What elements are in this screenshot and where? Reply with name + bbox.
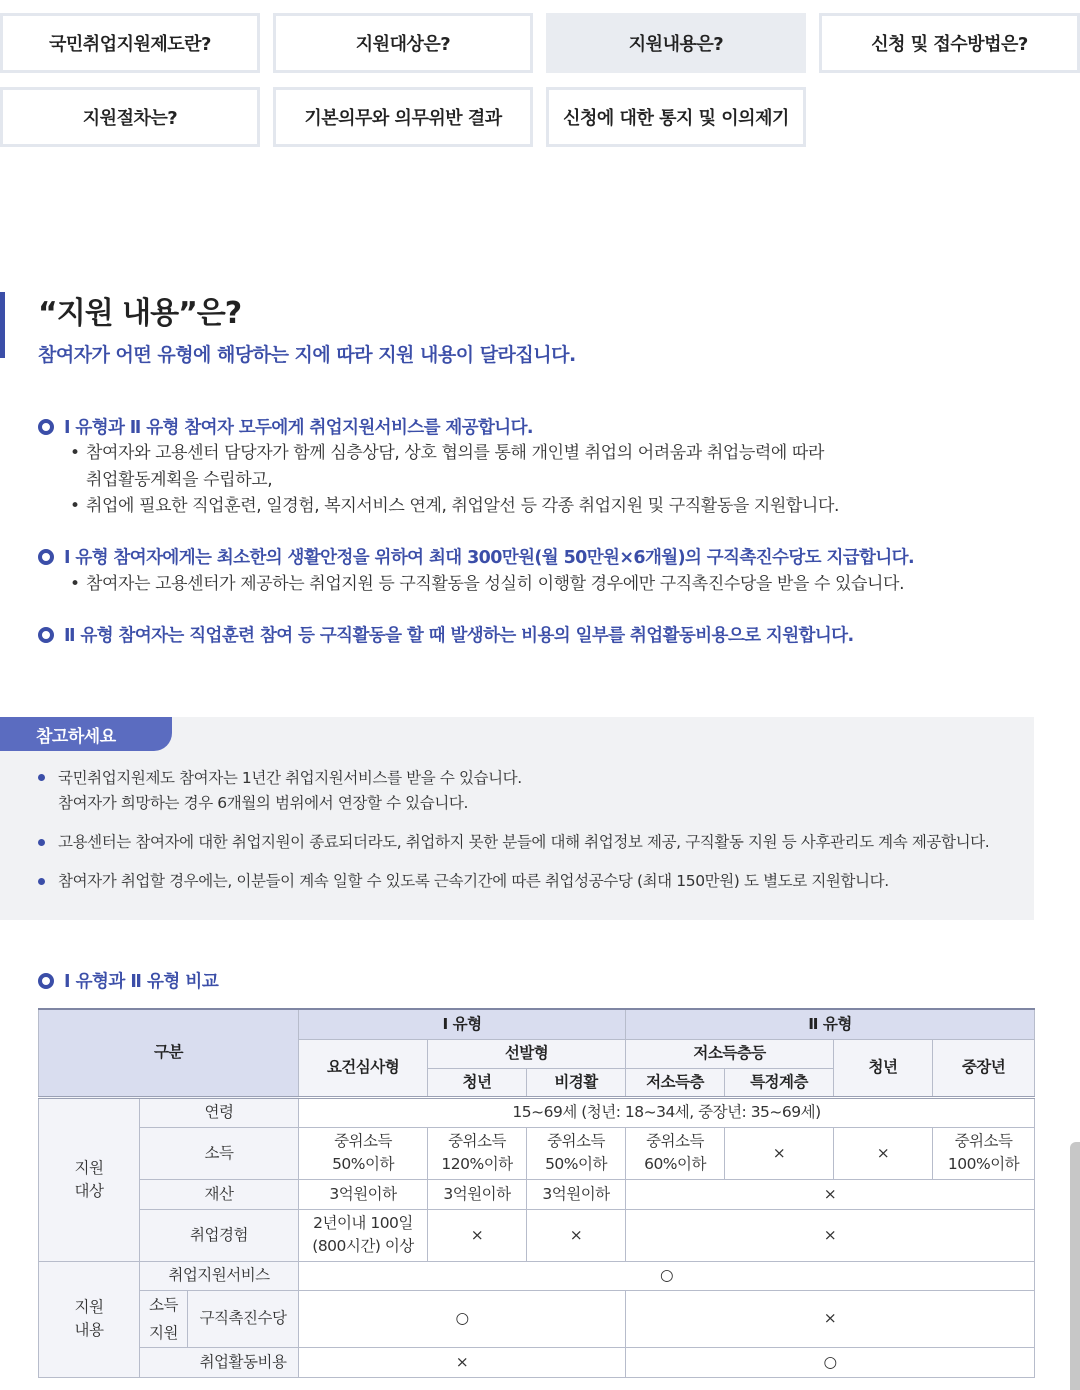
header-low-income-group: 저소득층등	[626, 1039, 834, 1068]
table-title: Ⅰ 유형과 Ⅱ 유형 비교	[64, 972, 219, 992]
header-low-income: 저소득층	[626, 1068, 725, 1097]
row-group-content: 지원 내용	[39, 1261, 140, 1377]
cell-income: 중위소득 50%이하	[299, 1127, 428, 1179]
header-category: 구분	[39, 1009, 299, 1097]
note-bullet-icon	[38, 878, 45, 885]
scrollbar[interactable]	[1070, 1142, 1080, 1390]
nav-button-eligibility[interactable]: 지원대상은?	[273, 13, 533, 73]
row-label-service: 취업지원서비스	[140, 1261, 299, 1290]
cell-career: ×	[527, 1209, 626, 1261]
cell-allowance-type2: ×	[626, 1290, 1035, 1347]
header-middle-aged: 중장년	[933, 1039, 1035, 1097]
cell-expense-type2: ○	[626, 1347, 1035, 1377]
header-seonbal: 선발형	[428, 1039, 626, 1068]
cell-income: 중위소득 120%이하	[428, 1127, 527, 1179]
note-bullet-icon	[38, 839, 45, 846]
cell-age: 15~69세 (청년: 18~34세, 중장년: 35~69세)	[299, 1097, 1035, 1127]
comparison-table	[38, 1008, 1035, 1378]
header-special: 특정계층	[725, 1068, 834, 1097]
nav-button-support-content[interactable]: 지원내용은?	[546, 13, 806, 73]
income-support-label: 소득 지원	[140, 1291, 188, 1347]
nav-button-notification[interactable]: 신청에 대한 통지 및 이의제기	[546, 87, 806, 147]
row-label-age: 연령	[140, 1097, 299, 1127]
note-tab: 참고하세요	[0, 717, 172, 751]
cell-asset: 3억원이하	[299, 1179, 428, 1209]
cell-asset: 3억원이하	[527, 1179, 626, 1209]
cell-income: 중위소득 60%이하	[626, 1127, 725, 1179]
nav-button-application[interactable]: 신청 및 접수방법은?	[819, 13, 1080, 73]
row-label-asset: 재산	[140, 1179, 299, 1209]
bullet-sub-item: • 취업에 필요한 직업훈련, 일경험, 복지서비스 연계, 취업알선 등 각종 취업지원 및 구직활동을 지원합니다.	[70, 496, 839, 516]
header-youth-sub: 청년	[428, 1068, 527, 1097]
cell-career: 2년이내 100일 (800시간) 이상	[299, 1209, 428, 1261]
cell-career: ×	[428, 1209, 527, 1261]
bullet-ring-icon	[38, 549, 54, 565]
bullet-heading: Ⅰ 유형 참여자에게는 최소한의 생활안정을 위하여 최대 300만원(월 50만원×6개월)의 구직촉진수당도 지급합니다.	[64, 548, 915, 568]
header-type2: Ⅱ 유형	[626, 1009, 1035, 1039]
bullet-sub-item: • 참여자는 고용센터가 제공하는 취업지원 등 구직활동을 성실히 이행할 경우에만 구직촉진수당을 받을 수 있습니다.	[70, 574, 905, 594]
cell-expense-type1: ×	[299, 1347, 626, 1377]
header-type1: Ⅰ 유형	[299, 1009, 626, 1039]
cell-income: ×	[834, 1127, 933, 1179]
bullet-ring-icon	[38, 419, 54, 435]
bullet-sub-item: • 참여자와 고용센터 담당자가 함께 심층상담, 상호 협의를 통해 개인별 취업의 어려움과 취업능력에 따라 취업활동계획을 수립하고,	[70, 443, 824, 490]
row-label-expense: 취업활동비용	[140, 1347, 299, 1377]
cell-asset: ×	[626, 1179, 1035, 1209]
bullet-heading: Ⅱ 유형 참여자는 직업훈련 참여 등 구직활동을 할 때 발생하는 비용의 일부를 취업활동비용으로 지원합니다.	[64, 626, 854, 646]
section-title: “지원 내용”은?	[38, 296, 242, 331]
nav-button-obligations[interactable]: 기본의무와 의무위반 결과	[273, 87, 533, 147]
header-non-exp: 비경활	[527, 1068, 626, 1097]
note-item: 국민취업지원제도 참여자는 1년간 취업지원서비스를 받을 수 있습니다. 참여자가 희망하는 경우 6개월의 범위에서 연장할 수 있습니다.	[58, 769, 522, 812]
allowance-label: 구직촉진수당	[199, 1309, 287, 1327]
row-label-career: 취업경험	[140, 1209, 299, 1261]
nav-button-procedure[interactable]: 지원절차는?	[0, 87, 260, 147]
bullet-ring-icon	[38, 973, 54, 989]
row-group-target: 지원 대상	[39, 1097, 140, 1261]
section-subtitle: 참여자가 어떤 유형에 해당하는 지에 따라 지원 내용이 달라집니다.	[38, 344, 576, 366]
header-youth: 청년	[834, 1039, 933, 1097]
cell-service: ○	[299, 1261, 1035, 1290]
note-bullet-icon	[38, 774, 45, 781]
row-label-income: 소득	[140, 1127, 299, 1179]
cell-income: ×	[725, 1127, 834, 1179]
cell-allowance-type1: ○	[299, 1290, 626, 1347]
row-label-allowance	[140, 1290, 299, 1347]
note-item: 참여자가 취업할 경우에는, 이분들이 계속 일할 수 있도록 근속기간에 따른 취업성공수당 (최대 150만원) 도 별도로 지원합니다.	[58, 872, 889, 890]
cell-career: ×	[626, 1209, 1035, 1261]
cell-asset: 3억원이하	[428, 1179, 527, 1209]
cell-income: 중위소득 100%이하	[933, 1127, 1035, 1179]
nav-button-overview[interactable]: 국민취업지원제도란?	[0, 13, 260, 73]
bullet-heading: Ⅰ 유형과 Ⅱ 유형 참여자 모두에게 취업지원서비스를 제공합니다.	[64, 418, 533, 438]
note-item: 고용센터는 참여자에 대한 취업지원이 종료되더라도, 취업하지 못한 분들에 대해 취업정보 제공, 구직활동 지원 등 사후관리도 계속 제공합니다.	[58, 833, 990, 851]
cell-income: 중위소득 50%이하	[527, 1127, 626, 1179]
bullet-ring-icon	[38, 627, 54, 643]
section-accent-bar	[0, 292, 5, 358]
header-yogeon: 요건심사형	[299, 1039, 428, 1097]
